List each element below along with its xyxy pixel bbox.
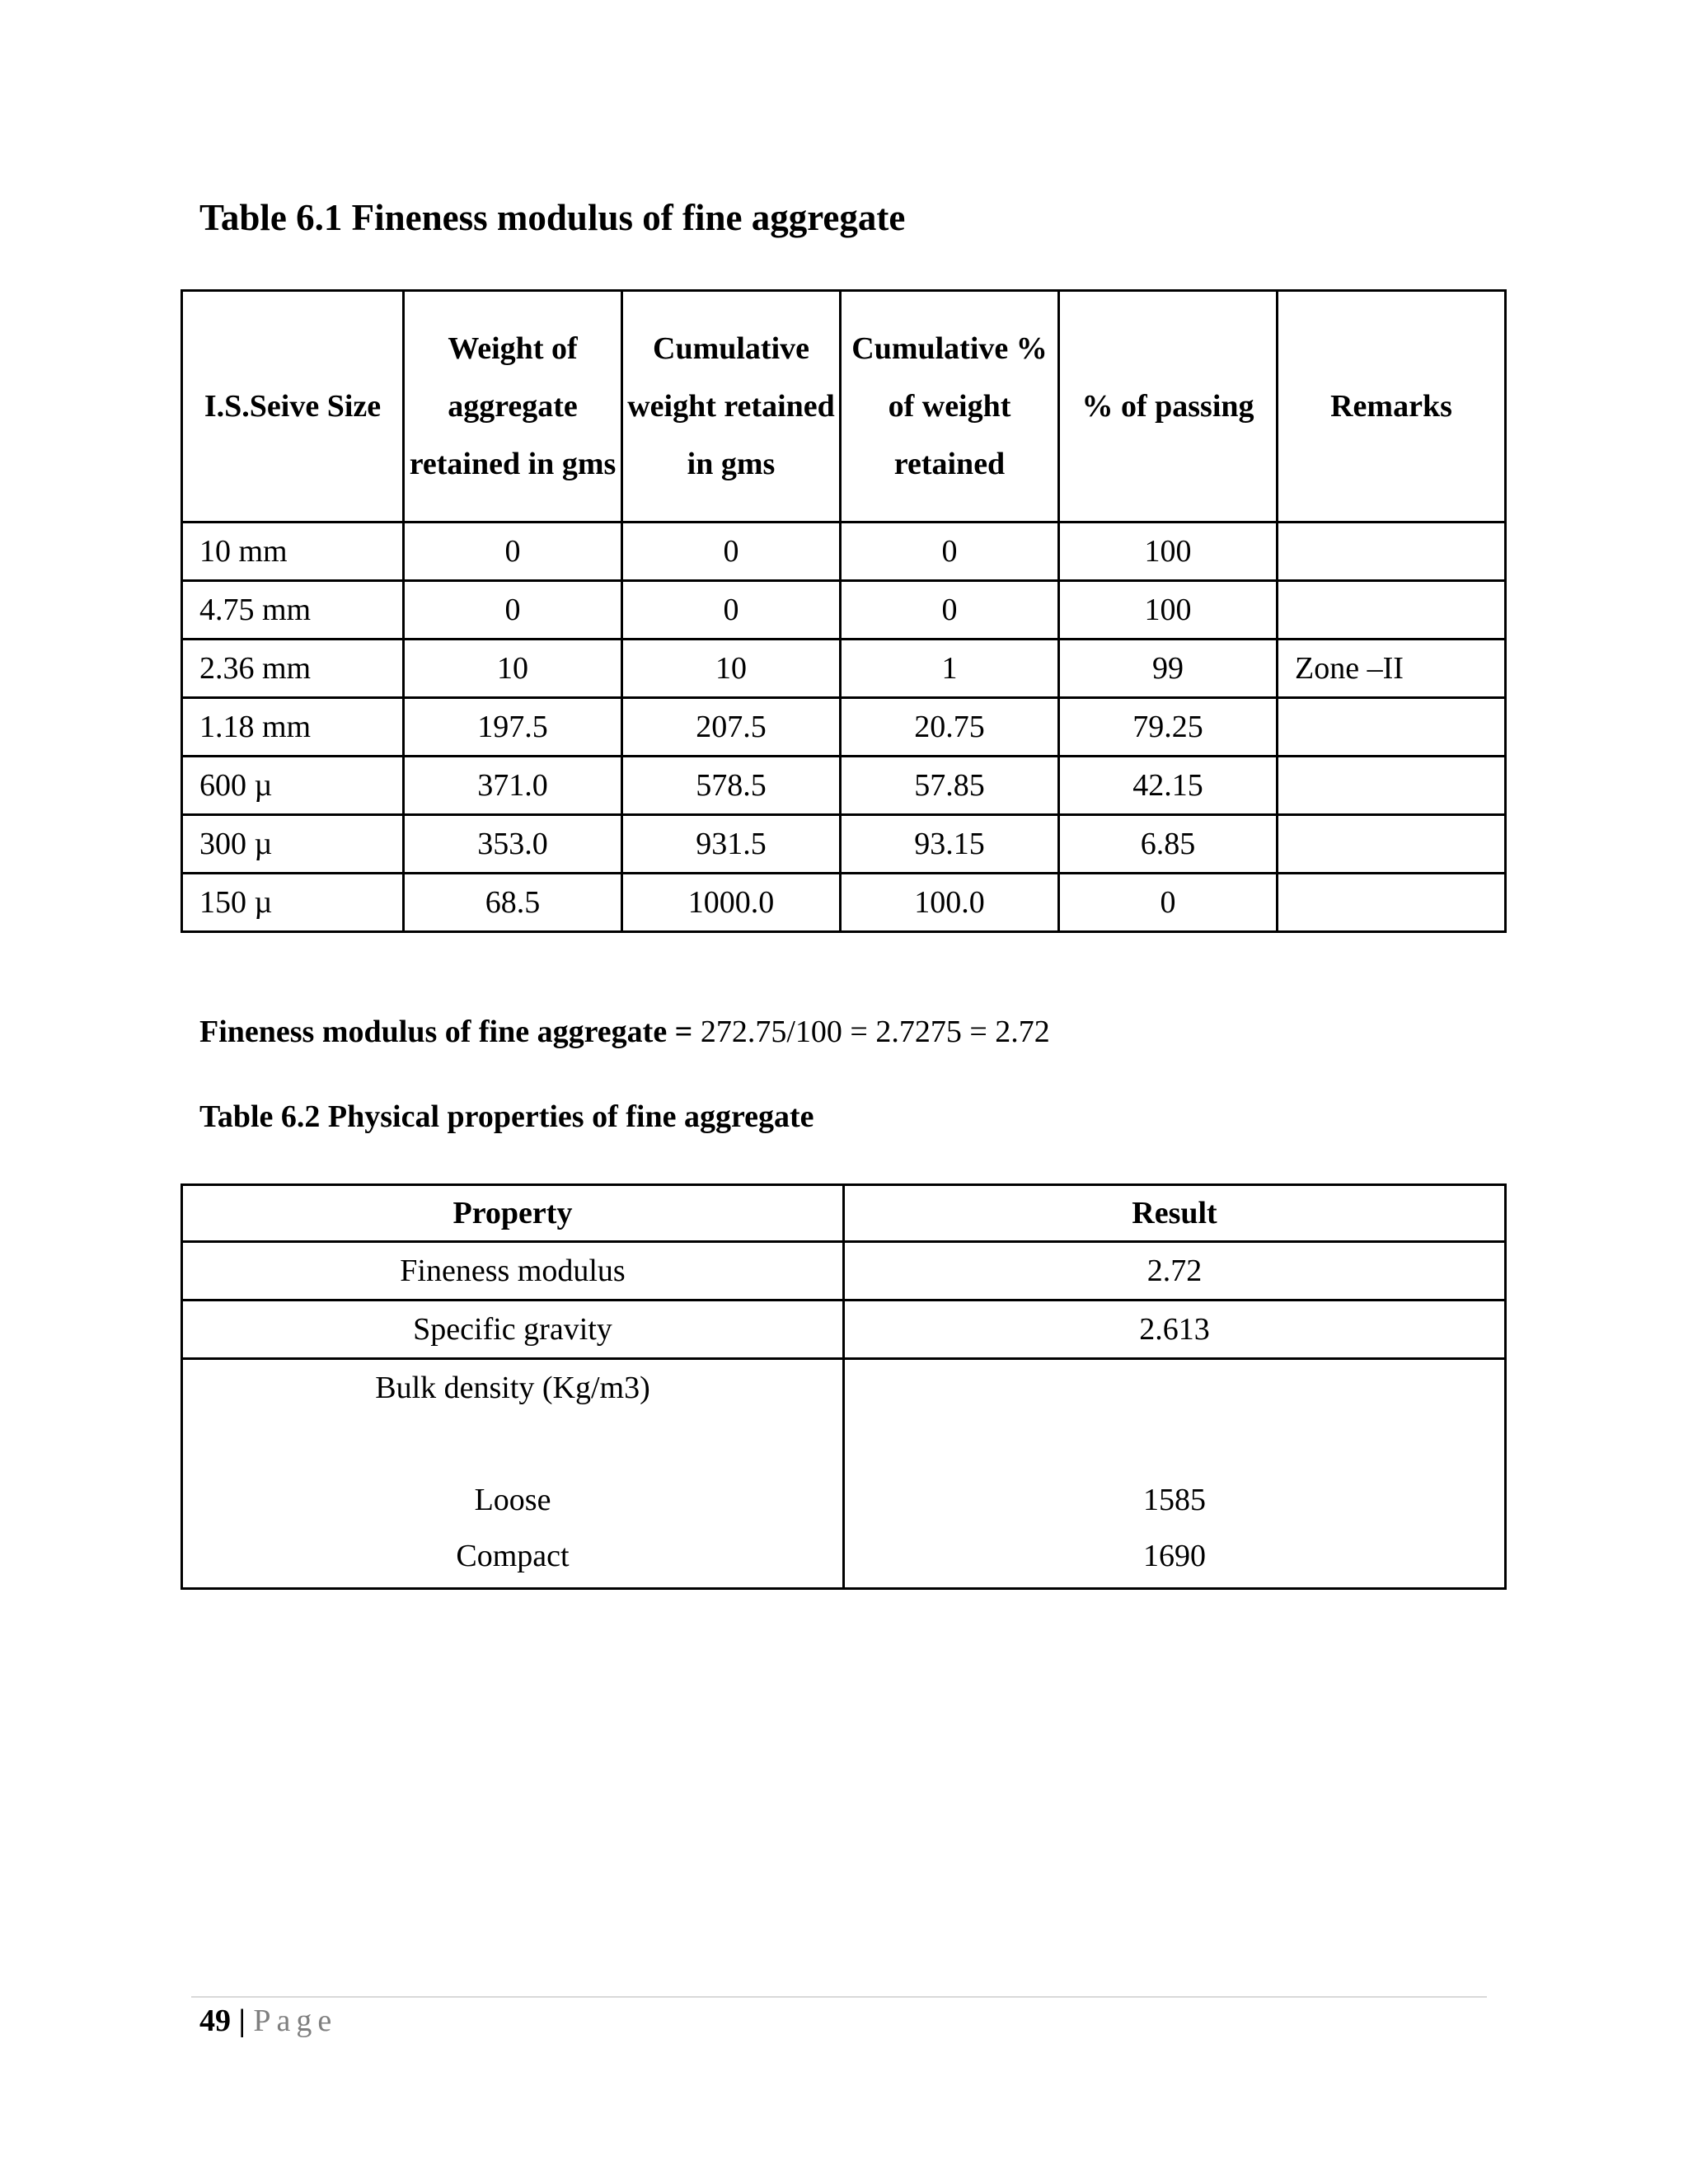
weight-retained-cell: 10 [404, 640, 622, 698]
cumulative-weight-cell: 10 [622, 640, 841, 698]
percent-passing-cell: 79.25 [1059, 698, 1278, 757]
percent-passing-cell: 0 [1059, 874, 1278, 932]
header-result: Result [844, 1185, 1506, 1242]
sieve-size-cell: 600 µ [182, 757, 404, 815]
cumulative-weight-cell: 207.5 [622, 698, 841, 757]
remarks-cell [1278, 874, 1506, 932]
table-row [182, 640, 1506, 698]
remarks-cell [1278, 757, 1506, 815]
table-row [182, 581, 1506, 640]
cumulative-percent-cell: 93.15 [841, 815, 1059, 874]
cumulative-percent-cell: 0 [841, 581, 1059, 640]
bulk-density-result-spacer [845, 1360, 1504, 1416]
table-header-row [182, 291, 1506, 523]
table-row [182, 1242, 1506, 1301]
property-cell: Specific gravity [182, 1301, 844, 1359]
cumulative-percent-cell: 20.75 [841, 698, 1059, 757]
table-header-row [182, 1185, 1506, 1242]
cumulative-weight-cell: 0 [622, 523, 841, 581]
physical-properties-table [181, 1183, 1507, 1590]
cumulative-weight-cell: 0 [622, 581, 841, 640]
fineness-modulus-value: 272.75/100 = 2.7275 = 2.72 [692, 1015, 1050, 1049]
footer-separator: | [231, 2004, 254, 2038]
bulk-density-label: Bulk density (Kg/m3) [375, 1371, 650, 1405]
sieve-size-cell: 4.75 mm [182, 581, 404, 640]
cumulative-percent-cell: 1 [841, 640, 1059, 698]
cumulative-percent-cell: 57.85 [841, 757, 1059, 815]
remarks-cell [1278, 815, 1506, 874]
cumulative-weight-cell: 1000.0 [622, 874, 841, 932]
table-6-2-title: Table 6.2 Physical properties of fine aggregate [199, 1099, 814, 1134]
remarks-cell [1278, 581, 1506, 640]
weight-retained-cell: 197.5 [404, 698, 622, 757]
table-row [182, 757, 1506, 815]
remarks-cell [1278, 523, 1506, 581]
table-row [182, 523, 1506, 581]
cumulative-weight-cell: 578.5 [622, 757, 841, 815]
weight-retained-cell: 371.0 [404, 757, 622, 815]
table-row [182, 1359, 1506, 1589]
sieve-size-cell: 150 µ [182, 874, 404, 932]
remarks-cell: Zone –II [1278, 640, 1506, 698]
cumulative-weight-cell: 931.5 [622, 815, 841, 874]
weight-retained-cell: 353.0 [404, 815, 622, 874]
header-property: Property [182, 1185, 844, 1242]
percent-passing-cell: 6.85 [1059, 815, 1278, 874]
fineness-modulus-calculation [199, 1014, 1050, 1050]
remarks-cell [1278, 698, 1506, 757]
cumulative-percent-cell: 0 [841, 523, 1059, 581]
header-cumulative-percent: Cumulative % of weight retained [841, 291, 1059, 523]
fineness-modulus-label: Fineness modulus of fine aggregate = [199, 1015, 693, 1049]
page-footer [199, 2003, 337, 2039]
weight-retained-cell: 0 [404, 581, 622, 640]
sieve-size-cell: 10 mm [182, 523, 404, 581]
compact-value: 1690 [1143, 1539, 1206, 1573]
percent-passing-cell: 99 [1059, 640, 1278, 698]
weight-retained-cell: 68.5 [404, 874, 622, 932]
table-row [182, 874, 1506, 932]
footer-divider [191, 1996, 1487, 1998]
fineness-modulus-table [181, 289, 1507, 933]
table-row [182, 1301, 1506, 1359]
page-number: 49 [199, 2004, 231, 2038]
header-remarks: Remarks [1278, 291, 1506, 523]
table-row [182, 698, 1506, 757]
table-6-1-title: Table 6.1 Fineness modulus of fine aggregate [199, 197, 906, 238]
page-label: Page [253, 2004, 338, 2038]
loose-value: 1585 [1143, 1483, 1206, 1517]
loose-label: Loose [474, 1483, 551, 1517]
percent-passing-cell: 42.15 [1059, 757, 1278, 815]
header-sieve-size: I.S.Seive Size [182, 291, 404, 523]
cumulative-percent-cell: 100.0 [841, 874, 1059, 932]
header-weight-retained: Weight of aggregate retained in gms [404, 291, 622, 523]
sieve-size-cell: 300 µ [182, 815, 404, 874]
percent-passing-cell: 100 [1059, 581, 1278, 640]
result-cell: 2.72 [844, 1242, 1506, 1301]
property-cell: Fineness modulus [182, 1242, 844, 1301]
bulk-density-result-cell [844, 1359, 1506, 1589]
weight-retained-cell: 0 [404, 523, 622, 581]
table-row [182, 815, 1506, 874]
percent-passing-cell: 100 [1059, 523, 1278, 581]
result-cell: 2.613 [844, 1301, 1506, 1359]
compact-label: Compact [456, 1539, 570, 1573]
header-percent-passing: % of passing [1059, 291, 1278, 523]
bulk-density-result-spacer [845, 1416, 1504, 1472]
bulk-density-property-cell [182, 1359, 844, 1589]
sieve-size-cell: 1.18 mm [182, 698, 404, 757]
bulk-density-spacer [183, 1416, 842, 1472]
header-cumulative-weight: Cumulative weight retained in gms [622, 291, 841, 523]
sieve-size-cell: 2.36 mm [182, 640, 404, 698]
